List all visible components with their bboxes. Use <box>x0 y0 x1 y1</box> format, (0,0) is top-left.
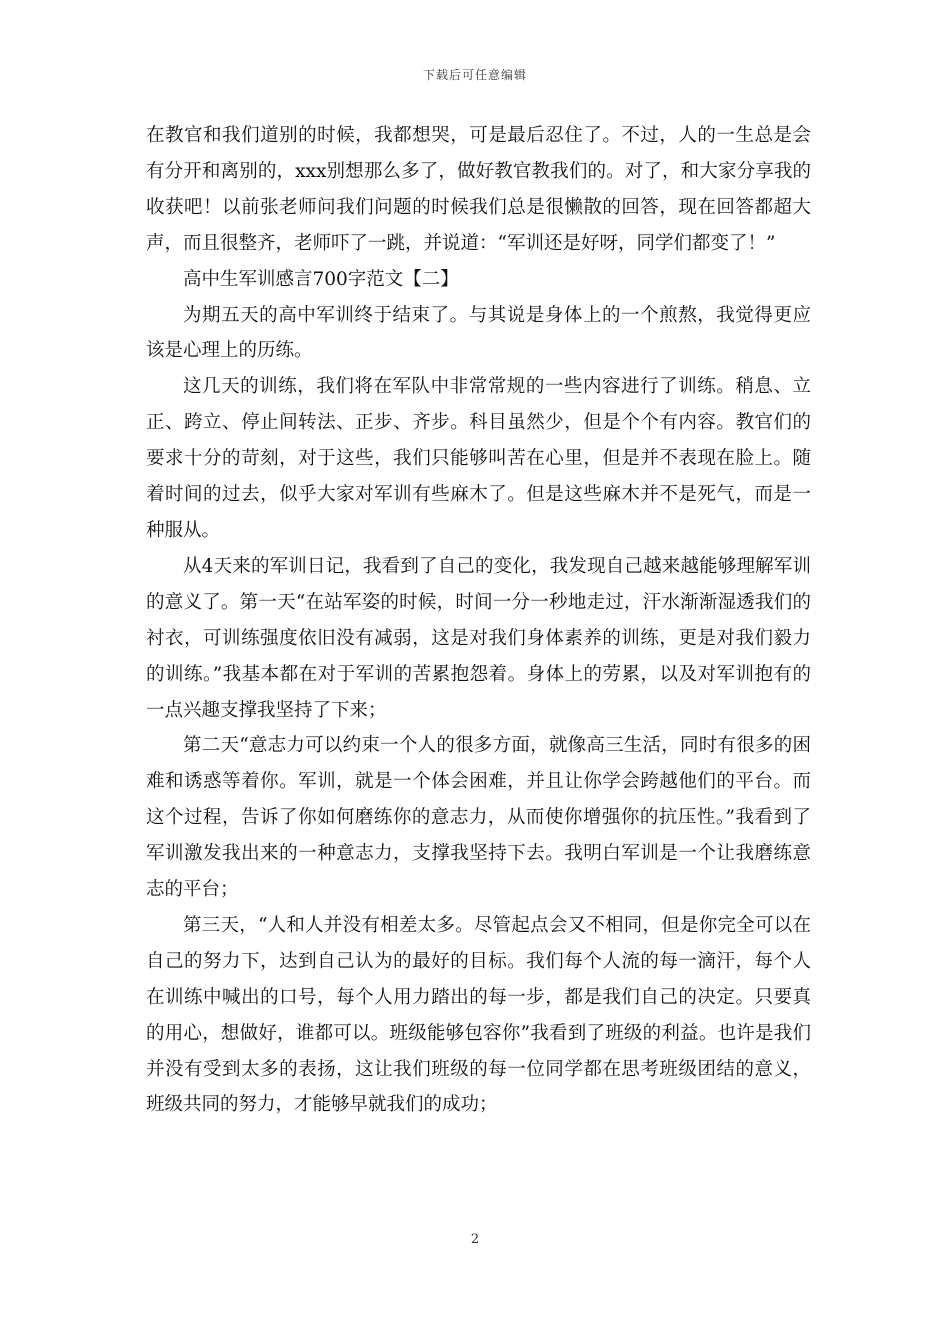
download-note: 下载后可任意编辑 <box>422 68 527 82</box>
paragraph: 第二天“意志力可以约束一个人的很多方面，就像高三生活，同时有很多的困难和诱惑等着你。军训，就是一个体会困难，并且让你学会跨越他们的平台。而这个过程，告诉了你如何磨练你的意志力，从而使你增强你的抗压性。”我看到了军训激发我出来的一种意志力，支撑我坚持下去。我明白军训是一个让我磨练意志的平台； <box>146 735 811 901</box>
section-heading: 高中生军训感言700字范文【二】 <box>183 268 459 290</box>
page-number: 2 <box>470 1232 480 1247</box>
paragraph: 从4天来的军训日记，我看到了自己的变化，我发现自己越来越能够理解军训的意义了。第一天“在站军姿的时候，时间一分一秒地走过，汗水渐渐湿透我们的衬衣，可训练强度依旧没有减弱，这是对我们身体素养的训练，更是对我们毅力的训练。”我基本都在对于军训的苦累抱怨着。身体上的劳累，以及对军训抱有的一点兴趣支撑我坚持了下来； <box>146 555 811 721</box>
paragraph-continuation: 在教官和我们道别的时候，我都想哭，可是最后忍住了。不过，人的一生总是会有分开和离别的，xxx别想那么多了，做好教官教我们的。对了，和大家分享我的收获吧！以前张老师问我们问题的时候我们总是很懒散的回答，现在回答都超大声，而且很整齐，老师吓了一跳，并说道：“军训还是好呀，同学们都变了！” <box>146 125 811 254</box>
paragraph: 为期五天的高中军训终于结束了。与其说是身体上的一个煎熬，我觉得更应该是心理上的历练。 <box>146 304 811 362</box>
paragraph: 这几天的训练，我们将在军队中非常常规的一些内容进行了训练。稍息、立正、跨立、停止间转法、正步、齐步。科目虽然少，但是个个有内容。教官们的要求十分的苛刻，对于这些，我们只能够叫苦在心里，但是并不表现在脸上。随着时间的过去，似乎大家对军训有些麻木了。但是这些麻木并不是死气，而是一种服从。 <box>146 376 811 541</box>
document-body <box>146 118 811 1123</box>
paragraph: 第三天，“人和人并没有相差太多。尽管起点会又不相同，但是你完全可以在自己的努力下，达到自己认为的最好的目标。我们每个人流的每一滴汗，每个人在训练中喊出的口号，每个人用力踏出的每一步，都是我们自己的决定。只要真的用心，想做好，谁都可以。班级能够包容你”我看到了班级的利益。也许是我们并没有受到太多的表扬，这让我们班级的每一位同学都在思考班级团结的意义，班级共同的努力，才能够早就我们的成功； <box>146 914 811 1116</box>
